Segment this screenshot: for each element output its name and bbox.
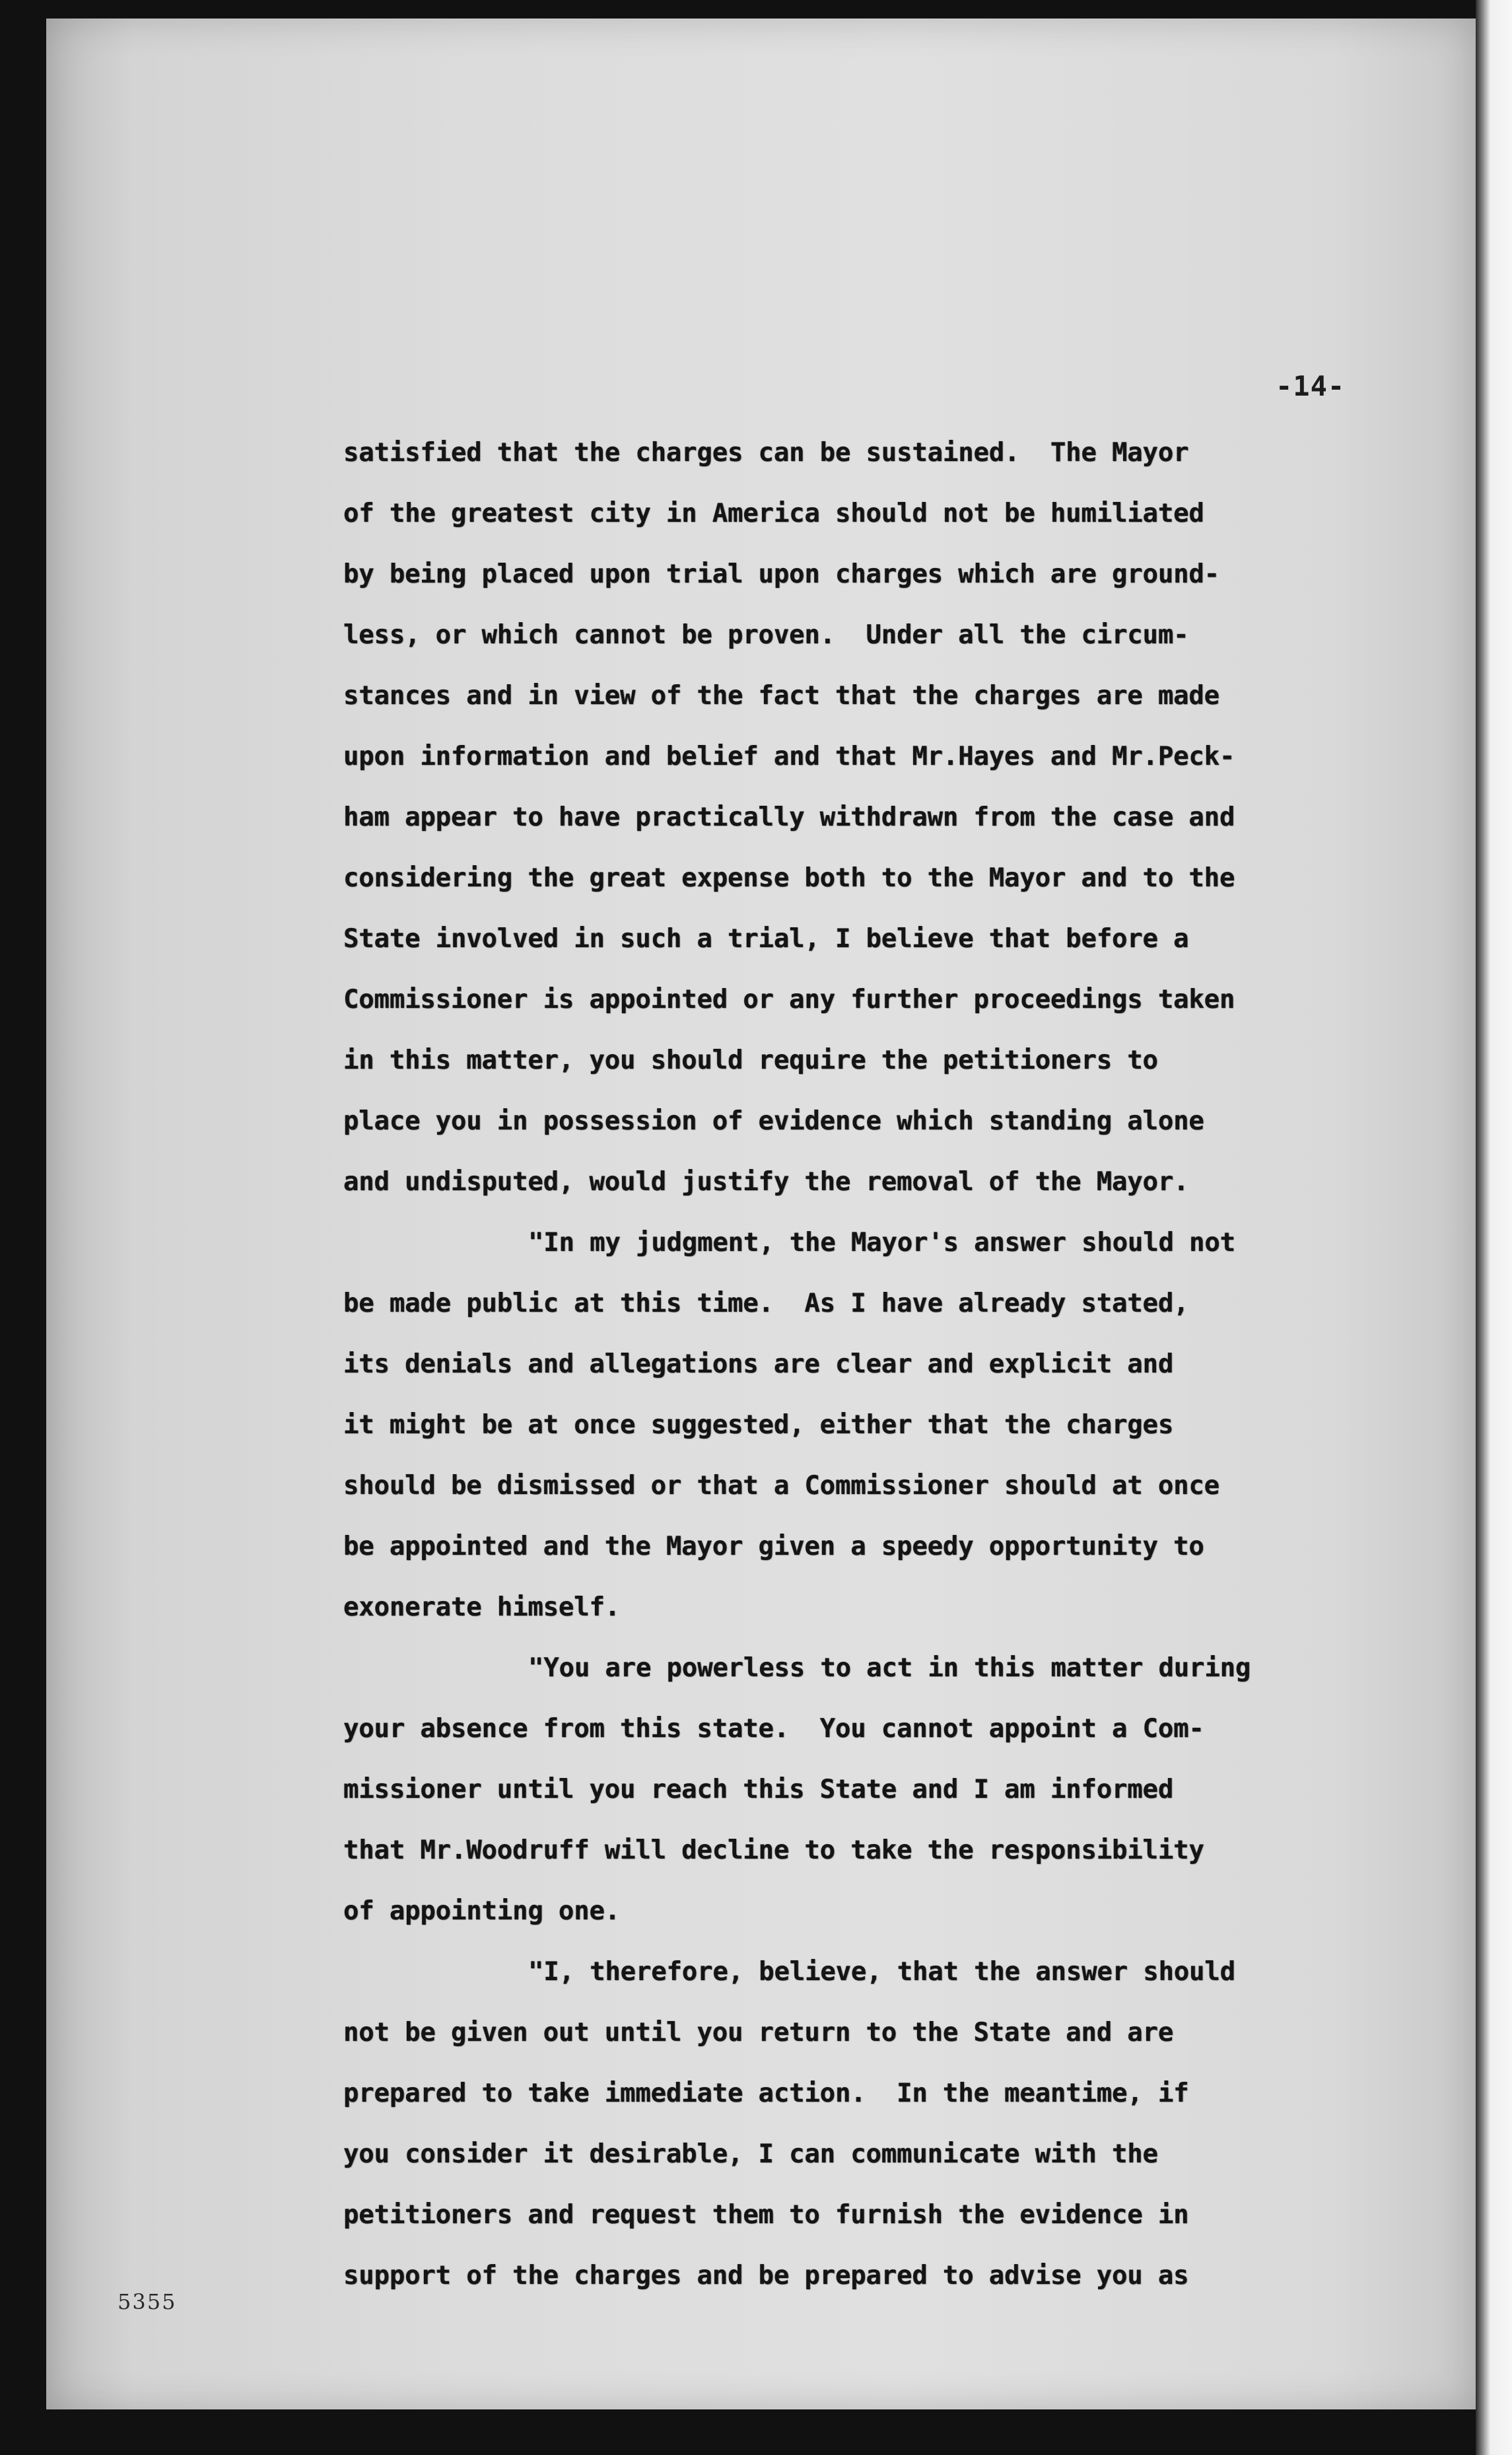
text-line: prepared to take immediate action. In the meantime, if	[343, 2079, 1189, 2108]
text-line: by being placed upon trial upon charges which are ground-	[343, 559, 1220, 589]
letter-body	[343, 423, 1387, 2306]
text-line: your absence from this state. You cannot appoint a Com-	[343, 1714, 1204, 1744]
text-line: satisfied that the charges can be sustained. The Mayor	[343, 438, 1189, 468]
scan-edge	[1476, 0, 1512, 2455]
text-line: should be dismissed or that a Commissioner should at once	[343, 1471, 1220, 1501]
text-line: "You are powerless to act in this matter during	[528, 1653, 1251, 1683]
text-line: be appointed and the Mayor given a speedy opportunity to	[343, 1532, 1204, 1561]
text-line: missioner until you reach this State and I am informed	[343, 1775, 1174, 1804]
text-line: exonerate himself.	[343, 1592, 621, 1622]
text-line: you consider it desirable, I can communicate with the	[343, 2139, 1158, 2169]
text-line: "I, therefore, believe, that the answer should	[528, 1957, 1235, 1987]
text-line: its denials and allegations are clear and explicit and	[343, 1349, 1174, 1379]
text-line: in this matter, you should require the petitioners to	[343, 1046, 1158, 1075]
text-line: ham appear to have practically withdrawn from the case and	[343, 802, 1235, 832]
text-line: that Mr.Woodruff will decline to take the responsibility	[343, 1835, 1204, 1865]
page-number: -14-	[1276, 370, 1346, 402]
text-line: and undisputed, would justify the removal of the Mayor.	[343, 1167, 1189, 1197]
text-line: stances and in view of the fact that the charges are made	[343, 681, 1220, 711]
text-line: less, or which cannot be proven. Under all the circum-	[343, 620, 1189, 650]
text-line: place you in possession of evidence which standing alone	[343, 1106, 1204, 1136]
text-line: not be given out until you return to the State and are	[343, 2018, 1174, 2047]
text-line: upon information and belief and that Mr.Hayes and Mr.Peck-	[343, 742, 1235, 771]
text-line: of the greatest city in America should not be humiliated	[343, 499, 1204, 528]
text-line: considering the great expense both to the Mayor and to the	[343, 863, 1235, 893]
text-line: State involved in such a trial, I believe that before a	[343, 924, 1189, 954]
document-id: 5355	[118, 2289, 177, 2314]
text-line: be made public at this time. As I have already stated,	[343, 1289, 1189, 1318]
text-line: Commissioner is appointed or any further proceedings taken	[343, 985, 1235, 1014]
text-line: support of the charges and be prepared to advise you as	[343, 2261, 1189, 2291]
text-line: it might be at once suggested, either that the charges	[343, 1410, 1174, 1440]
text-line: "In my judgment, the Mayor's answer should not	[528, 1228, 1235, 1258]
text-line: petitioners and request them to furnish the evidence in	[343, 2200, 1189, 2230]
text-line: of appointing one.	[343, 1896, 621, 1926]
